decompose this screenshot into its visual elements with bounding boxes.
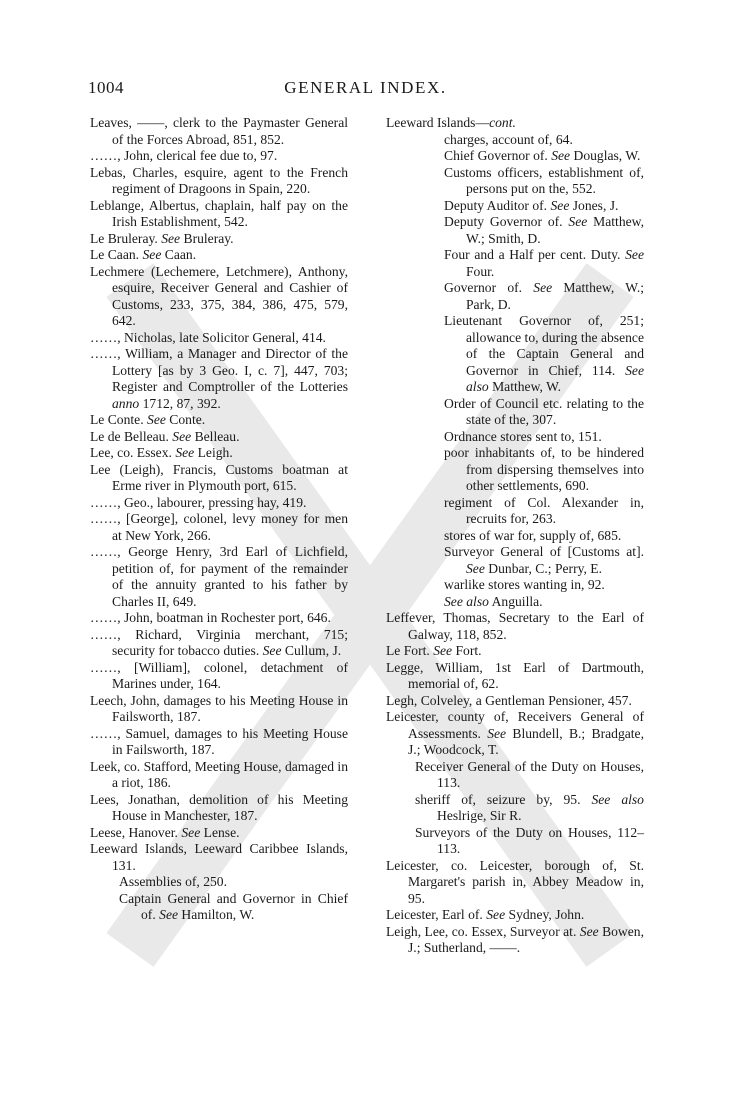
entry-text: Receiver General of the Duty on Houses, 113. [415, 758, 644, 790]
see-reference-label: See [181, 824, 201, 840]
index-entry [90, 148, 348, 165]
entry-text: Chief Governor of. [444, 148, 548, 163]
entry-text: Lees, Jonathan, demolition of his Meeting House in Manchester, 187. [90, 791, 348, 823]
see-reference-label: See also [591, 791, 644, 807]
entry-text: Leicester, co. Leicester, borough of, St. Margaret's parish in, Abbey Meadow in, 95. [386, 857, 644, 906]
index-entry [444, 214, 644, 247]
entry-text: Lechmere (Lechemere, Letchmere), Anthony, esquire, Receiver General and Cashier of Customs, 233, 375, 384, 386, 475, 579, 642. [90, 263, 348, 328]
see-reference-label: See also [444, 593, 489, 609]
index-entry [90, 231, 348, 248]
see-reference-label: See [142, 247, 162, 262]
see-reference-target: Matthew, W.; Smith, D. [466, 214, 644, 246]
see-reference-target: Cullum, J. [284, 643, 342, 658]
entry-text: Lee, co. Essex. [90, 445, 172, 460]
see-reference-target: Lense. [203, 824, 240, 840]
index-entry [90, 165, 348, 198]
index-entry [444, 247, 644, 280]
index-entry [444, 313, 644, 396]
entry-text: Deputy Governor of. [444, 214, 563, 229]
entry-text: Lebas, Charles, esquire, agent to the French regiment of Dragoons in Spain, 220. [90, 164, 348, 196]
entry-text: Assemblies of, 250. [119, 874, 227, 889]
index-entry [415, 792, 644, 825]
see-reference-label: See [175, 445, 195, 460]
index-entry [90, 115, 348, 148]
entry-tail: 1712, 87, 392. [142, 395, 221, 411]
see-reference-label: See [159, 907, 179, 922]
entry-text: Le Conte. [90, 412, 144, 427]
see-reference-label: See [625, 247, 644, 262]
index-entry [90, 198, 348, 231]
index-entry [444, 544, 644, 577]
see-reference-label: See [533, 280, 553, 295]
index-entry [90, 610, 348, 627]
see-reference-target: Heslrige, Sir R. [437, 808, 522, 823]
index-entry [90, 462, 348, 495]
see-reference-target: Bruleray. [183, 230, 234, 246]
entry-text: Leffever, Thomas, Secretary to the Earl of Galway, 118, 852. [386, 610, 644, 642]
see-reference-label: See [466, 560, 485, 576]
index-entry [90, 841, 348, 874]
see-reference-target: Jones, J. [572, 197, 619, 213]
index-entry [444, 165, 644, 198]
index-entry [119, 874, 348, 891]
index-entry [90, 412, 348, 429]
index-entry [444, 198, 644, 215]
entry-text: Leicester, county of, Receivers General of Assessments. [386, 709, 644, 741]
entry-text: Leicester, Earl of. [386, 907, 483, 922]
index-entry [386, 660, 644, 693]
entry-text: Lieutenant Governor of, 251; allowance to, during the absence of the Captain General and Governor in Chief, 114. [444, 313, 644, 378]
see-reference-label: See [433, 643, 453, 658]
index-entry [90, 330, 348, 347]
see-reference-target: Douglas, W. [573, 148, 641, 163]
index-entry [444, 495, 644, 528]
entry-text: Legge, William, 1st Earl of Dartmouth, memorial of, 62. [386, 659, 644, 691]
entry-text: Leeward Islands, Leeward Caribbee Islands, 131. [90, 841, 348, 873]
see-reference-target: Leigh. [197, 445, 233, 460]
entry-text: Governor of. [444, 280, 523, 295]
see-reference-label: See [487, 725, 507, 741]
see-reference-label: See [568, 214, 588, 229]
index-entry [90, 445, 348, 462]
see-reference-target: Hamilton, W. [181, 907, 255, 922]
page-header [88, 78, 643, 100]
entry-text: Four and a Half per cent. Duty. [444, 247, 621, 262]
index-entry [444, 396, 644, 429]
entry-text: charges, account of, 64. [444, 131, 573, 147]
entry-text: ……, Geo., labourer, pressing hay, 419. [90, 494, 307, 510]
see-reference-target: Bowen, J.; Sutherland, ——. [408, 923, 644, 955]
page-number: 1004 [88, 78, 124, 97]
entry-text: ……, [George], colonel, levy money for men at New York, 266. [90, 511, 348, 543]
entry-text: Le de Belleau. [90, 428, 169, 444]
see-reference-label: See [486, 907, 506, 922]
left-column [90, 115, 348, 924]
index-entry [415, 759, 644, 792]
entry-text: Surveyor General of [Customs at]. [444, 544, 644, 559]
entry-italic: cont. [489, 115, 516, 130]
index-entry [90, 693, 348, 726]
see-reference-label: See [172, 428, 192, 444]
entry-text: Leese, Hanover. [90, 824, 178, 840]
see-reference-target: Fort. [455, 643, 482, 658]
index-entry [415, 825, 644, 858]
index-entry [90, 660, 348, 693]
entry-text: Surveyors of the Duty on Houses, 112–113. [415, 824, 644, 856]
index-entry [90, 627, 348, 660]
right-column [386, 115, 644, 957]
index-entry [386, 693, 644, 710]
index-entry [90, 511, 348, 544]
index-entry [90, 429, 348, 446]
entry-text: Lee (Leigh), Francis, Customs boatman at Erme river in Plymouth port, 615. [90, 461, 348, 493]
index-entry [386, 643, 644, 660]
index-entry [90, 247, 348, 264]
see-reference-label: See [161, 230, 181, 246]
entry-text: Ordnance stores sent to, 151. [444, 428, 602, 444]
see-reference-target: Anguilla. [491, 593, 543, 609]
see-reference-label: See [551, 148, 571, 163]
entry-text: Leech, John, damages to his Meeting House in Failsworth, 187. [90, 692, 348, 724]
see-reference-label: See [262, 643, 282, 658]
see-reference-target: Four. [466, 263, 495, 279]
entry-text: Legh, Colveley, a Gentleman Pensioner, 457. [386, 692, 632, 708]
entry-text: Captain General and Governor in Chief of. [119, 890, 348, 922]
index-heading [386, 115, 644, 132]
entry-text: ……, Richard, Virginia merchant, 715; security for tobacco duties. [90, 626, 348, 658]
index-entry [444, 429, 644, 446]
entry-text: Leigh, Lee, co. Essex, Surveyor at. [386, 923, 577, 939]
entry-text: Leeward Islands— [386, 115, 490, 130]
index-entry [386, 924, 644, 957]
index-entry [386, 907, 644, 924]
see-reference-target: Blundell, B.; Bradgate, J.; Woodcock, T. [408, 725, 644, 757]
entry-text: Leaves, ——, clerk to the Paymaster General of the Forces Abroad, 851, 852. [90, 115, 348, 147]
index-entry [119, 891, 348, 924]
see-reference-target: Caan. [164, 247, 197, 262]
index-entry [90, 346, 348, 412]
entry-text: regiment of Col. Alexander in, recruits for, 263. [444, 494, 644, 526]
index-entry [90, 544, 348, 610]
index-entry [90, 759, 348, 792]
entry-text: warlike stores wanting in, 92. [444, 577, 605, 592]
index-entry [444, 148, 644, 165]
index-entry [444, 132, 644, 149]
entry-text: ……, Nicholas, late Solicitor General, 414. [90, 329, 326, 345]
entry-text: poor inhabitants of, to be hindered from dispersing themselves into other settlements, 690. [444, 445, 644, 493]
see-reference-target: Sydney, John. [508, 907, 585, 922]
entry-text: Order of Council etc. relating to the state of the, 307. [444, 395, 644, 427]
index-entry [386, 858, 644, 908]
see-reference-target: Conte. [169, 412, 206, 427]
entry-text: stores of war for, supply of, 685. [444, 527, 622, 543]
entry-text: Leblange, Albertus, chaplain, half pay on the Irish Establishment, 542. [90, 197, 348, 229]
entry-text: Le Fort. [386, 643, 430, 658]
index-entry [444, 528, 644, 545]
see-reference-label: See [579, 923, 599, 939]
entry-italic: anno [112, 395, 140, 411]
index-entry [90, 825, 348, 842]
entry-text: Leek, co. Stafford, Meeting House, damaged in a riot, 186. [90, 758, 348, 790]
index-entry [90, 495, 348, 512]
entry-text: ……, John, clerical fee due to, 97. [90, 148, 278, 163]
see-reference-label: See [550, 197, 570, 213]
entry-text: sheriff of, seizure by, 95. [415, 791, 581, 807]
index-entry [444, 594, 644, 611]
index-entry [386, 709, 644, 759]
index-entry [444, 577, 644, 594]
running-title: GENERAL INDEX. [284, 78, 447, 97]
index-entry [90, 264, 348, 330]
index-entry [386, 610, 644, 643]
entry-text: ……, William, a Manager and Director of the Lottery [as by 3 Geo. I, c. 7], 447, 703; Register and Comptroller of the Lotteries [90, 346, 348, 394]
entry-text: ……, John, boatman in Rochester port, 646. [90, 610, 331, 625]
index-entry [90, 726, 348, 759]
entry-text: Deputy Auditor of. [444, 197, 548, 213]
see-reference-target: Matthew, W. [492, 379, 562, 394]
entry-text: ……, George Henry, 3rd Earl of Lichfield, petition of, for payment of the remainder of the annuity granted to his father by Charles II, 649. [90, 544, 348, 609]
entry-text: ……, Samuel, damages to his Meeting House in Failsworth, 187. [90, 725, 348, 757]
see-reference-target: Dunbar, C.; Perry, E. [488, 560, 603, 576]
see-reference-label: See [147, 412, 166, 427]
see-reference-target: Matthew, W.; Park, D. [466, 280, 644, 312]
entry-text: Customs officers, establishment of, persons put on the, 552. [444, 164, 644, 196]
entry-text: Le Bruleray. [90, 230, 158, 246]
index-entry [444, 280, 644, 313]
entry-text: Le Caan. [90, 247, 140, 262]
index-entry [444, 445, 644, 495]
index-entry [90, 792, 348, 825]
entry-text: ……, [William], colonel, detachment of Marines under, 164. [90, 659, 348, 691]
see-reference-target: Belleau. [194, 428, 240, 444]
see-reference-label: See also [466, 362, 644, 394]
